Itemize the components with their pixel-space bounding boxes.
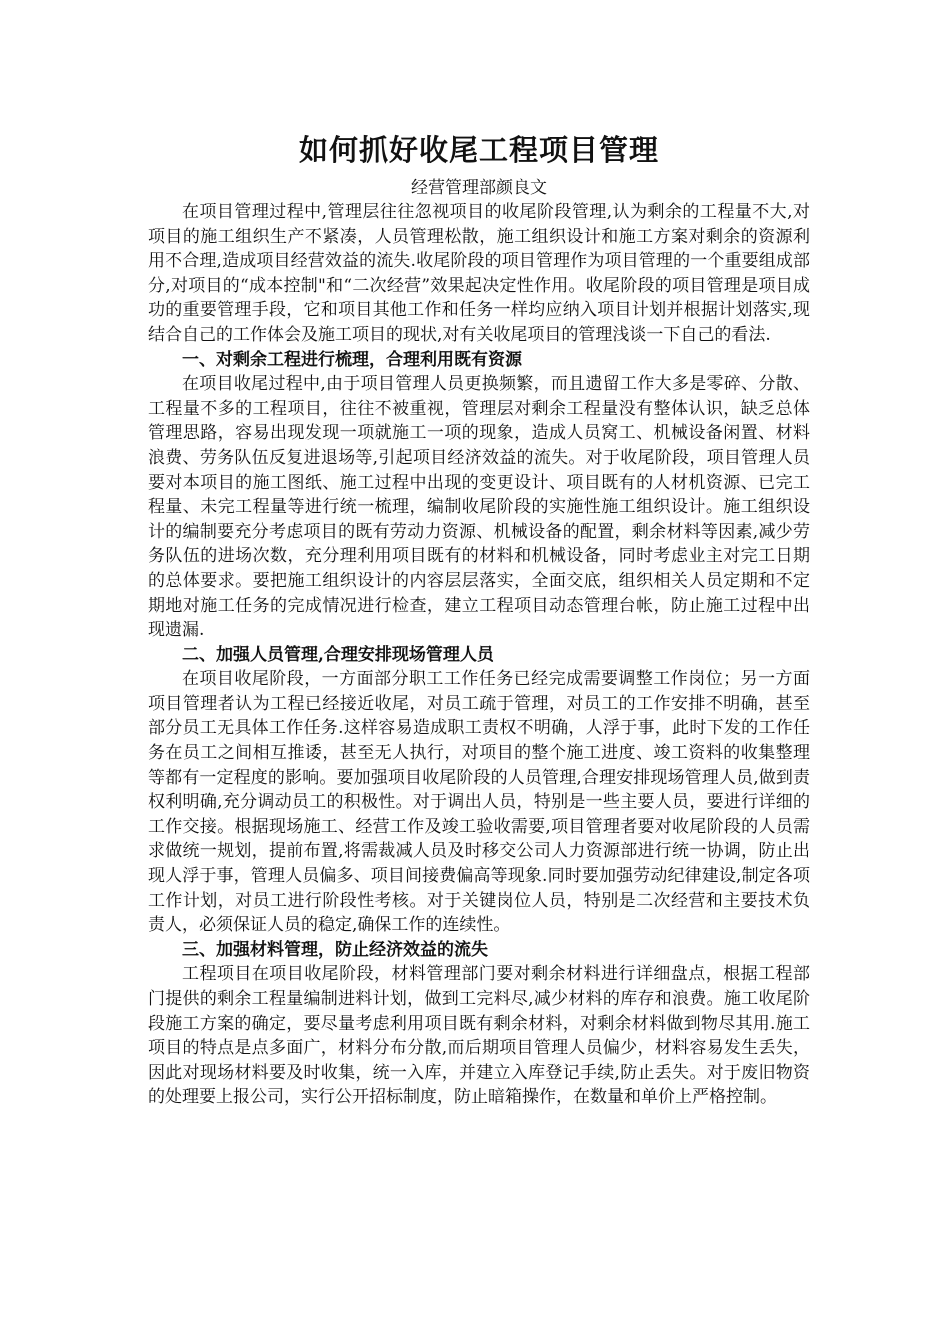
intro-paragraph: 在项目管理过程中,管理层往往忽视项目的收尾阶段管理,认为剩余的工程量不大,对项目的施工组织生产不紧凑，人员管理松散，施工组织设计和施工方案对剩余的资源利用不合理,造成项目经营效益的流失.收尾阶段的项目管理作为项目管理的一个重要组成部分,对项目的“成本控制"和“二次经营”效果起决定性作用。收尾阶段的项目管理是项目成功的重要管理手段，它和项目其他工作和任务一样均应纳入项目计划并根据计划落实,现结合自己的工作体会及施工项目的现状,对有关收尾项目的管理浅谈一下自己的看法. (148, 202, 810, 345)
document-title: 如何抓好收尾工程项目管理 (298, 133, 659, 167)
document-page (148, 128, 810, 1110)
section-1-heading: 一、对剩余工程进行梳理，合理利用既有资源 (182, 349, 522, 370)
section-3-body: 工程项目在项目收尾阶段，材料管理部门要对剩余材料进行详细盘点，根据工程部门提供的剩余工程量编制进料计划，做到工完料尽,减少材料的库存和浪费。施工收尾阶段施工方案的确定，要尽量考虑利用项目既有剩余材料，对剩余材料做到物尽其用.施工项目的特点是点多面广，材料分布分散,而后期项目管理人员偏少，材料容易发生丢失，因此对现场材料要及时收集，统一入库，并建立入库登记手续,防止丢失。对于废旧物资的处理要上报公司，实行公开招标制度，防止暗箱操作，在数量和单价上严格控制。 (148, 964, 810, 1108)
author-line: 经营管理部颜良文 (411, 178, 547, 198)
section-1-body: 在项目收尾过程中,由于项目管理人员更换频繁，而且遗留工作大多是零碎、分散、工程量不多的工程项目，往往不被重视，管理层对剩余工程量没有整体认识，缺乏总体管理思路，容易出现发现一项就施工一项的现象，造成人员窝工、机械设备闲置、材料浪费、劳务队伍反复进退场等,引起项目经济效益的流失。对于收尾阶段，项目管理人员要对本项目的施工图纸、施工过程中出现的变更设计、项目既有的人材机资源、已完工程量、未完工程量等进行统一梳理，编制收尾阶段的实施性施工组织设计。施工组织设计的编制要充分考虑项目的既有劳动力资源、机械设备的配置，剩余材料等因素,减少劳务队伍的进场次数，充分理利用项目既有的材料和机械设备，同时考虑业主对完工日期的总体要求。要把施工组织设计的内容层层落实，全面交底，组织相关人员定期和不定期地对施工任务的完成情况进行检查，建立工程项目动态管理台帐，防止施工过程中出现遗漏. (148, 374, 810, 641)
section-2-heading: 二、加强人员管理,合理安排现场管理人员 (182, 644, 494, 665)
section-3-heading: 三、加强材料管理，防止经济效益的流失 (182, 939, 488, 960)
section-2-body: 在项目收尾阶段，一方面部分职工工作任务已经完成需要调整工作岗位；另一方面项目管理者认为工程已经接近收尾，对员工疏于管理，对员工的工作安排不明确，甚至部分员工无具体工作任务.这样容易造成职工责权不明确，人浮于事，此时下发的工作任务在员工之间相互推诿，甚至无人执行，对项目的整个施工进度、竣工资料的收集整理等都有一定程度的影响。要加强项目收尾阶段的人员管理,合理安排现场管理人员,做到责权利明确,充分调动员工的积极性。对于调出人员，特别是一些主要人员，要进行详细的工作交接。根据现场施工、经营工作及竣工验收需要,项目管理者要对收尾阶段的人员需求做统一规划，提前布置,将需裁减人员及时移交公司人力资源部进行统一协调，防止出现人浮于事，管理人员偏多、项目间接费偏高等现象.同时要加强劳动纪律建设,制定各项工作计划，对员工进行阶段性考核。对于关键岗位人员，特别是二次经营和主要技术负责人，必须保证人员的稳定,确保工作的连续性。 (148, 669, 810, 936)
